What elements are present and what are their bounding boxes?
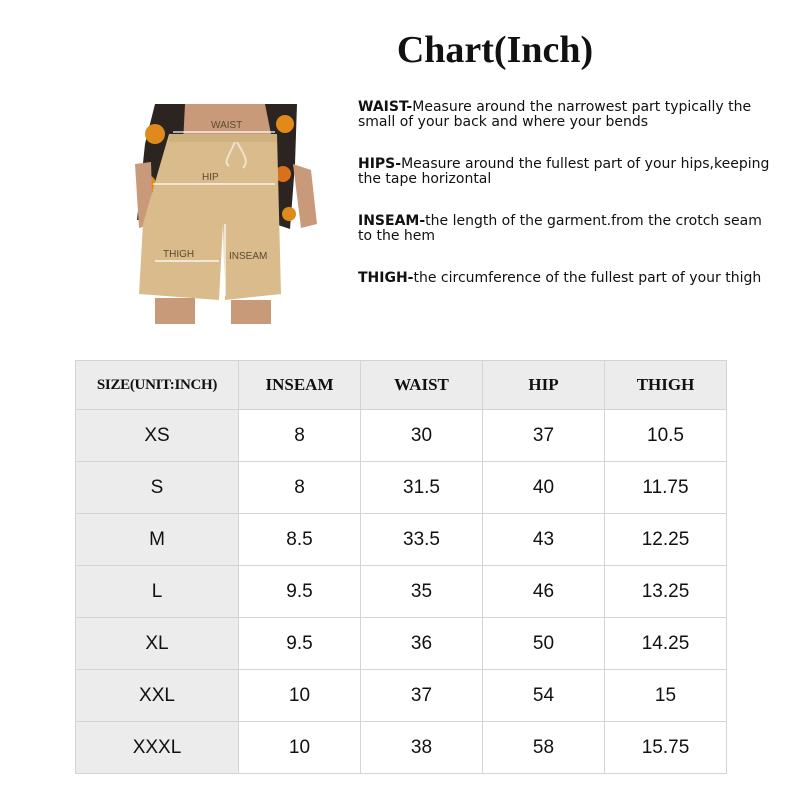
definition-term: THIGH- bbox=[358, 270, 414, 286]
waist-cell: 33.5 bbox=[361, 514, 483, 566]
size-cell: M bbox=[76, 514, 239, 566]
table-row bbox=[76, 670, 727, 722]
hip-cell: 54 bbox=[483, 670, 605, 722]
hip-cell: 46 bbox=[483, 566, 605, 618]
hip-cell: 40 bbox=[483, 462, 605, 514]
size-cell: L bbox=[76, 566, 239, 618]
inseam-cell: 9.5 bbox=[239, 618, 361, 670]
size-chart-table bbox=[75, 360, 727, 774]
table-row bbox=[76, 410, 727, 462]
shorts-measurement-figure bbox=[125, 104, 325, 324]
size-cell: XS bbox=[76, 410, 239, 462]
definition-text: Measure around the fullest part of your hips,keeping the tape horizontal bbox=[358, 156, 770, 187]
table-row bbox=[76, 722, 727, 774]
definition-inseam bbox=[358, 214, 778, 244]
column-header-waist: WAIST bbox=[361, 361, 483, 410]
waist-cell: 30 bbox=[361, 410, 483, 462]
inseam-cell: 8 bbox=[239, 410, 361, 462]
table-row bbox=[76, 462, 727, 514]
definition-thigh bbox=[358, 271, 778, 286]
inseam-cell: 10 bbox=[239, 722, 361, 774]
definition-text: the length of the garment.from the crotch seam to the hem bbox=[358, 213, 762, 244]
thigh-cell: 12.25 bbox=[605, 514, 727, 566]
column-header-size: SIZE(UNIT:INCH) bbox=[76, 361, 239, 410]
definition-waist bbox=[358, 100, 778, 130]
table-header-row bbox=[76, 361, 727, 410]
waist-cell: 37 bbox=[361, 670, 483, 722]
column-header-thigh: THIGH bbox=[605, 361, 727, 410]
column-header-inseam: INSEAM bbox=[239, 361, 361, 410]
size-cell: XXL bbox=[76, 670, 239, 722]
measurement-definitions bbox=[358, 100, 778, 313]
column-header-hip: HIP bbox=[483, 361, 605, 410]
table-row bbox=[76, 514, 727, 566]
definition-term: HIPS- bbox=[358, 156, 402, 172]
definition-text: the circumference of the fullest part of your thigh bbox=[413, 270, 762, 286]
inseam-label: INSEAM bbox=[229, 251, 268, 262]
inseam-cell: 8 bbox=[239, 462, 361, 514]
waist-cell: 36 bbox=[361, 618, 483, 670]
thigh-cell: 13.25 bbox=[605, 566, 727, 618]
hip-cell: 43 bbox=[483, 514, 605, 566]
hip-label: HIP bbox=[202, 172, 219, 183]
thigh-cell: 10.5 bbox=[605, 410, 727, 462]
inseam-cell: 8.5 bbox=[239, 514, 361, 566]
size-cell: XXXL bbox=[76, 722, 239, 774]
definition-term: INSEAM- bbox=[358, 213, 426, 229]
thigh-cell: 14.25 bbox=[605, 618, 727, 670]
hip-cell: 50 bbox=[483, 618, 605, 670]
waist-cell: 35 bbox=[361, 566, 483, 618]
waist-cell: 31.5 bbox=[361, 462, 483, 514]
size-cell: S bbox=[76, 462, 239, 514]
inseam-cell: 10 bbox=[239, 670, 361, 722]
definition-hips bbox=[358, 157, 778, 187]
table-row bbox=[76, 618, 727, 670]
table-row bbox=[76, 566, 727, 618]
thigh-cell: 15.75 bbox=[605, 722, 727, 774]
definition-text: Measure around the narrowest part typically the small of your back and where your bends bbox=[358, 99, 752, 130]
thigh-cell: 15 bbox=[605, 670, 727, 722]
waist-label: WAIST bbox=[211, 120, 243, 131]
page-title: Chart(Inch) bbox=[396, 29, 594, 71]
thigh-cell: 11.75 bbox=[605, 462, 727, 514]
hip-cell: 58 bbox=[483, 722, 605, 774]
definition-term: WAIST- bbox=[358, 99, 413, 115]
thigh-label: THIGH bbox=[163, 249, 195, 260]
hip-cell: 37 bbox=[483, 410, 605, 462]
waist-cell: 38 bbox=[361, 722, 483, 774]
size-cell: XL bbox=[76, 618, 239, 670]
inseam-cell: 9.5 bbox=[239, 566, 361, 618]
